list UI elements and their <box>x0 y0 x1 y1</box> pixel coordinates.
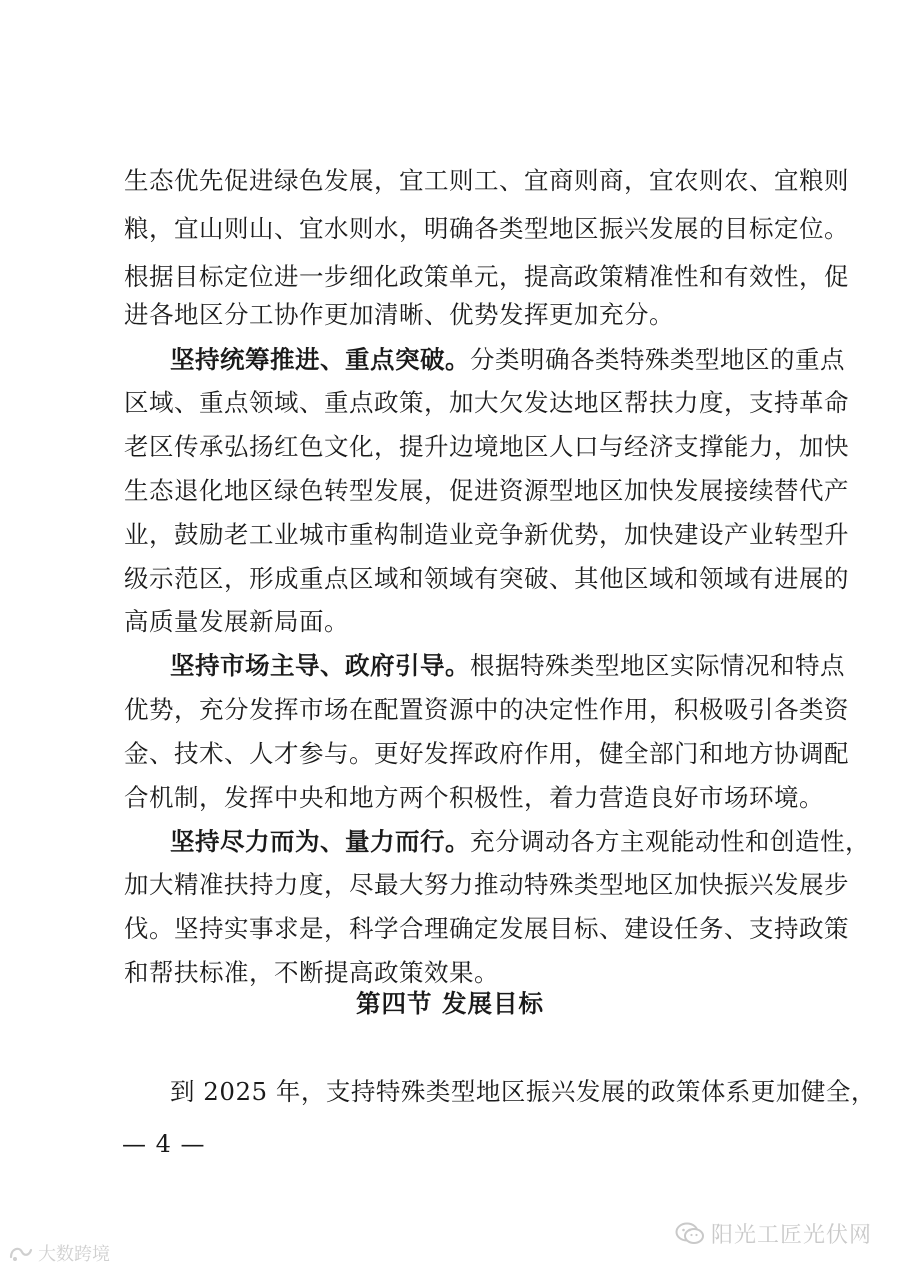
paragraph-line: 优势，充分发挥市场在配置资源中的决定性作用，积极吸引各类资 <box>124 695 849 724</box>
paragraph-line: 加大精准扶持力度，尽最大努力推动特殊类型地区加快振兴发展步 <box>124 870 849 899</box>
paragraph-text: 充分调动各方主观能动性和创造性， <box>470 827 870 856</box>
paragraph-line: 金、技术、人才参与。更好发挥政府作用，健全部门和地方协调配 <box>124 739 849 768</box>
paragraph-line: 伐。坚持实事求是，科学合理确定发展目标、建设任务、支持政策 <box>124 914 849 943</box>
paragraph-line <box>170 344 845 376</box>
wechat-icon <box>675 1221 705 1247</box>
logo-icon <box>8 1243 34 1263</box>
watermark-left-text: 大数跨境 <box>38 1244 110 1265</box>
paragraph-line: 到 2025 年，支持特殊类型地区振兴发展的政策体系更加健全， <box>170 1077 876 1106</box>
paragraph-text: 根据特殊类型地区实际情况和特点 <box>470 651 845 680</box>
paragraph-line: 合机制，发挥中央和地方两个积极性，着力营造良好市场环境。 <box>124 783 824 812</box>
paragraph-lead: 坚持市场主导、政府引导。 <box>170 651 470 680</box>
paragraph-line: 和帮扶标准，不断提高政策效果。 <box>124 958 499 987</box>
watermark-right-text: 阳光工匠光伏网 <box>710 1223 872 1248</box>
paragraph-line: 业，鼓励老工业城市重构制造业竞争新优势，加快建设产业转型升 <box>124 520 849 549</box>
section-title: 第四节 发展目标 <box>355 989 545 1018</box>
page-number: — 4 — <box>122 1130 206 1158</box>
paragraph-line: 粮，宜山则山、宜水则水，明确各类型地区振兴发展的目标定位。 <box>124 214 849 243</box>
paragraph-text: 分类明确各类特殊类型地区的重点 <box>470 345 845 374</box>
paragraph-line: 区域、重点领域、重点政策，加大欠发达地区帮扶力度，支持革命 <box>124 388 849 417</box>
paragraph-line: 老区传承弘扬红色文化，提升边境地区人口与经济支撑能力，加快 <box>124 432 849 461</box>
watermark-right <box>675 1218 872 1249</box>
paragraph-line: 进各地区分工协作更加清晰、优势发挥更加充分。 <box>124 300 674 329</box>
paragraph-line: 高质量发展新局面。 <box>124 607 349 636</box>
paragraph-line: 生态优先促进绿色发展，宜工则工、宜商则商，宜农则农、宜粮则 <box>124 166 849 195</box>
watermark-left <box>8 1240 110 1266</box>
paragraph-lead: 坚持统筹推进、重点突破。 <box>170 345 470 374</box>
paragraph-line: 生态退化地区绿色转型发展，促进资源型地区加快发展接续替代产 <box>124 476 849 505</box>
paragraph-line: 级示范区，形成重点区域和领域有突破、其他区域和领域有进展的 <box>124 564 849 593</box>
paragraph-line <box>170 650 845 682</box>
paragraph-lead: 坚持尽力而为、量力而行。 <box>170 827 470 856</box>
paragraph-line <box>170 826 870 858</box>
paragraph-line: 根据目标定位进一步细化政策单元，提高政策精准性和有效性，促 <box>124 262 849 291</box>
